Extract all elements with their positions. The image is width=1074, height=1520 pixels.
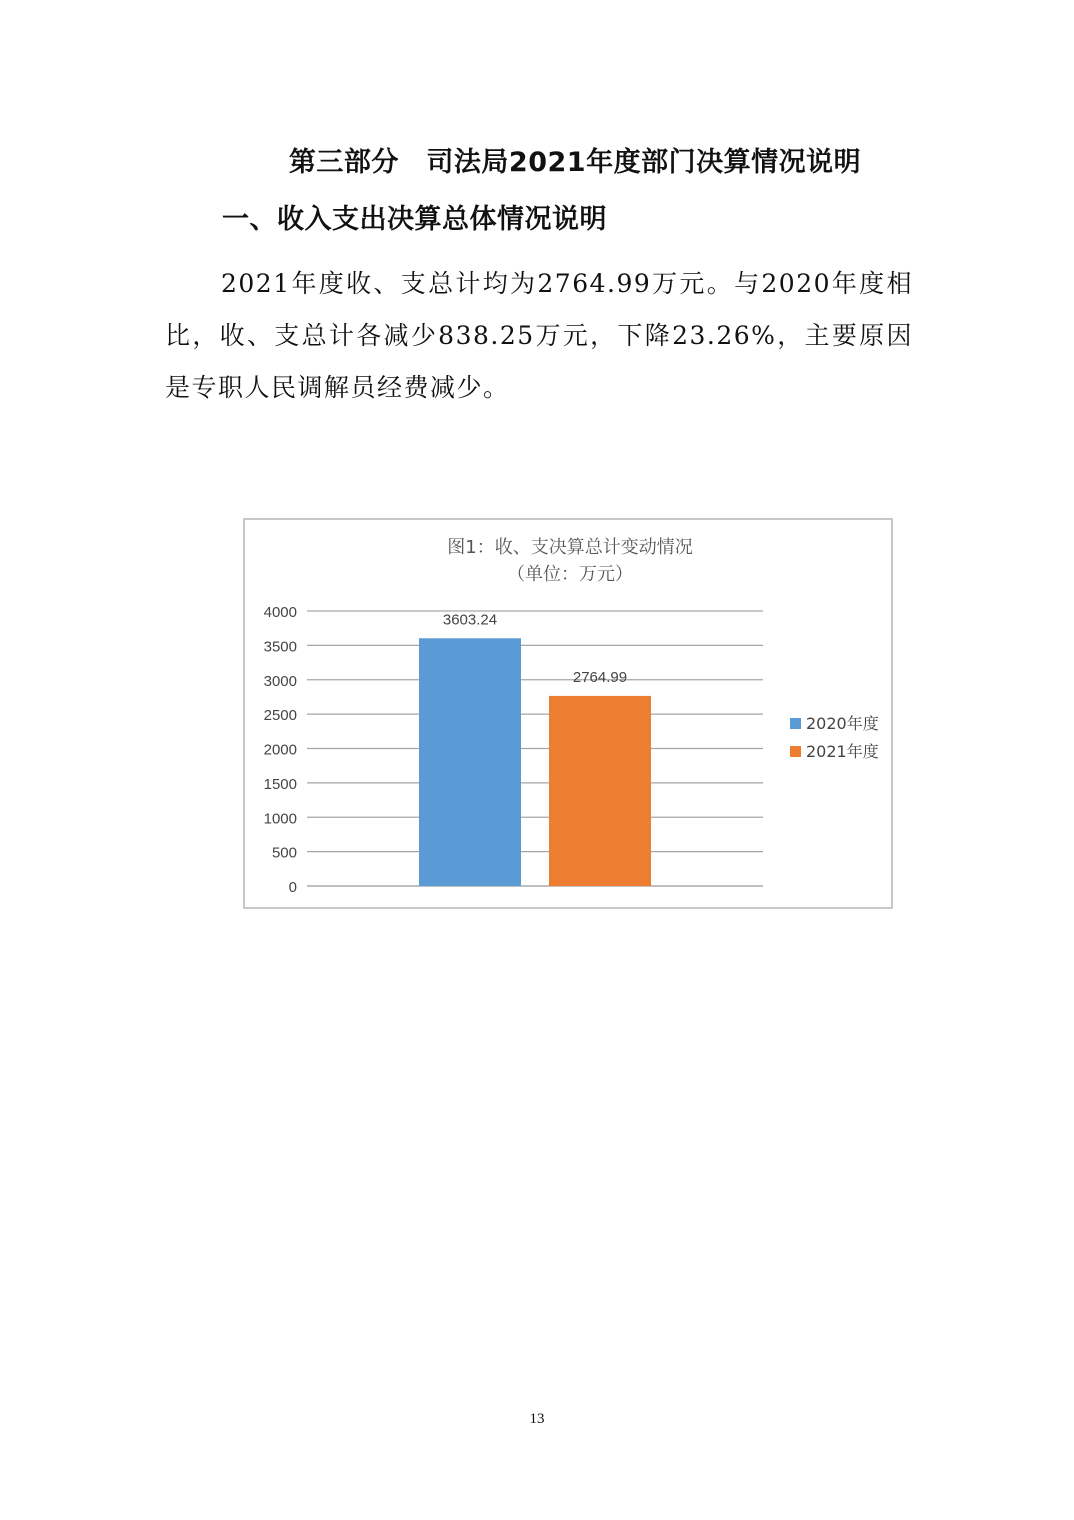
bar-chart <box>245 520 895 911</box>
gridlines <box>307 611 763 886</box>
y-tick-label: 4000 <box>263 604 297 621</box>
y-tick-label: 0 <box>288 879 297 896</box>
legend-swatch <box>790 746 801 757</box>
y-tick-label: 3000 <box>263 672 297 690</box>
data-label: 2764.99 <box>572 668 628 686</box>
chart-figure <box>243 518 893 909</box>
legend <box>790 714 879 761</box>
chart-subtitle: （单位：万元） <box>507 564 633 585</box>
legend-label: 2021年度 <box>806 742 879 761</box>
bar <box>549 696 651 886</box>
legend-label: 2020年度 <box>806 714 879 733</box>
y-tick-label: 1500 <box>263 775 297 793</box>
bar <box>419 638 521 886</box>
y-tick-label: 3500 <box>263 638 297 656</box>
page-title: 第三部分 司法局2021年度部门决算情况说明 <box>288 147 862 178</box>
chart-title: 图1：收、支决算总计变动情况 <box>447 537 693 558</box>
section-heading: 一、收入支出决算总体情况说明 <box>222 204 607 235</box>
legend-swatch <box>790 718 801 729</box>
y-tick-label: 1000 <box>263 810 297 828</box>
y-axis-ticks <box>264 604 297 896</box>
y-tick-label: 500 <box>271 844 297 862</box>
data-label: 3603.24 <box>442 611 498 629</box>
y-tick-label: 2000 <box>263 741 297 759</box>
page-number: 13 <box>529 1411 545 1427</box>
y-tick-label: 2500 <box>263 707 297 725</box>
body-paragraph: 2021年度收、支总计均为2764.99万元。与2020年度相比，收、支总计各减少838.25万元，下降23.26%，主要原因是专职人民调解员经费减少。 <box>165 269 913 402</box>
